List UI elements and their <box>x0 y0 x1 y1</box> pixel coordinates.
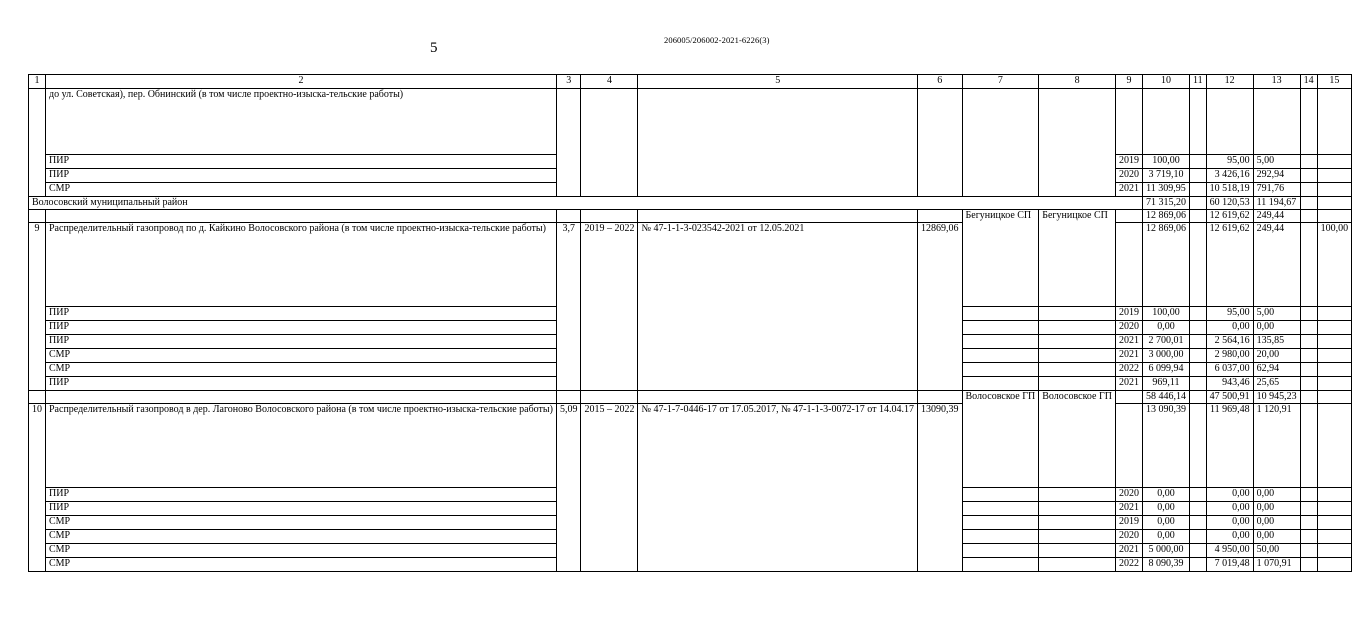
table-cell <box>1189 210 1206 223</box>
table-cell <box>1039 488 1116 502</box>
amount-total: 12 869,06 <box>1142 223 1189 307</box>
table-cell <box>962 558 1039 572</box>
settlement-total: 12 869,06 <box>1142 210 1189 223</box>
amount-local: 0,00 <box>1253 502 1300 516</box>
district-total: 71 315,20 <box>1142 197 1189 210</box>
period-cell: 2019 – 2022 <box>581 223 638 391</box>
table-cell <box>1317 363 1352 377</box>
document-code: 206005/206002-2021-6226(3) <box>664 35 770 45</box>
item-number: 9 <box>29 223 46 391</box>
year-cell: 2019 <box>1115 155 1142 169</box>
table-cell <box>1189 169 1206 183</box>
table-cell <box>1039 502 1116 516</box>
table-cell <box>1300 307 1317 321</box>
amount-total: 969,11 <box>1142 377 1189 391</box>
table-cell <box>46 391 557 404</box>
table-cell <box>1189 363 1206 377</box>
table-cell <box>1039 89 1116 197</box>
table-cell <box>1189 377 1206 391</box>
amount-local: 1 120,91 <box>1253 404 1300 488</box>
year-cell: 2021 <box>1115 183 1142 197</box>
year-cell: 2021 <box>1115 335 1142 349</box>
amount-local: 50,00 <box>1253 544 1300 558</box>
cost-cell: 13090,39 <box>918 404 963 572</box>
amount-local: 135,85 <box>1253 335 1300 349</box>
table-cell <box>1189 307 1206 321</box>
amount-regional: 0,00 <box>1206 488 1253 502</box>
amount-regional: 943,46 <box>1206 377 1253 391</box>
work-type: СМР <box>46 544 557 558</box>
amount-total: 3 719,10 <box>1142 169 1189 183</box>
column-header: 10 <box>1142 75 1189 89</box>
settlement-row <box>29 391 1352 404</box>
work-type: ПИР <box>46 155 557 169</box>
table-cell <box>1142 89 1189 155</box>
table-cell <box>1300 516 1317 530</box>
column-header: 9 <box>1115 75 1142 89</box>
work-type: СМР <box>46 363 557 377</box>
table-cell <box>1189 530 1206 544</box>
table-cell <box>1039 516 1116 530</box>
year-cell: 2020 <box>1115 530 1142 544</box>
table-cell <box>1317 89 1352 155</box>
column-header: 13 <box>1253 75 1300 89</box>
object-name: Распределительный газопровод по д. Кайкино Волосовского района (в том числе проектно-изыска-тельские работы) <box>46 223 557 307</box>
amount-regional: 0,00 <box>1206 321 1253 335</box>
amount-total: 0,00 <box>1142 321 1189 335</box>
table-cell <box>962 349 1039 363</box>
table-cell <box>1189 404 1206 488</box>
amount-local: 25,65 <box>1253 377 1300 391</box>
table-cell <box>1300 377 1317 391</box>
table-cell <box>1115 89 1142 155</box>
work-type: ПИР <box>46 377 557 391</box>
table-cell <box>556 391 581 404</box>
table-cell <box>1300 363 1317 377</box>
table-cell <box>1039 349 1116 363</box>
page-number: 5 <box>430 40 438 56</box>
table-cell <box>1189 197 1206 210</box>
permit-cell: № 47-1-1-3-023542-2021 от 12.05.2021 <box>638 223 918 391</box>
work-type: ПИР <box>46 335 557 349</box>
amount-regional: 6 037,00 <box>1206 363 1253 377</box>
table-cell <box>1300 169 1317 183</box>
settlement-name: Бегуницкое СП <box>962 210 1039 307</box>
table-cell <box>1300 335 1317 349</box>
table-cell <box>1317 488 1352 502</box>
table-cell <box>918 391 963 404</box>
table-cell <box>1317 321 1352 335</box>
amount-local: 62,94 <box>1253 363 1300 377</box>
table-cell <box>29 210 46 223</box>
continuation-name-row <box>29 89 1352 155</box>
table-cell <box>962 502 1039 516</box>
table-cell <box>962 89 1039 197</box>
table-cell <box>556 210 581 223</box>
amount-regional: 3 426,16 <box>1206 169 1253 183</box>
table-cell <box>1300 183 1317 197</box>
table-cell <box>962 307 1039 321</box>
settlement-name: Бегуницкое СП <box>1039 210 1116 307</box>
period-cell: 2015 – 2022 <box>581 404 638 572</box>
table-cell <box>1300 404 1317 488</box>
table-cell <box>1189 183 1206 197</box>
settlement-local: 249,44 <box>1253 210 1300 223</box>
table-cell <box>1317 183 1352 197</box>
amount-total: 11 309,95 <box>1142 183 1189 197</box>
table-cell <box>1189 502 1206 516</box>
table-cell <box>918 89 963 197</box>
header-row <box>29 75 1352 89</box>
table-cell <box>962 321 1039 335</box>
table-cell <box>1300 197 1317 210</box>
table-cell <box>1317 391 1352 404</box>
amount-total: 13 090,39 <box>1142 404 1189 488</box>
table-cell <box>1039 530 1116 544</box>
table-cell <box>1317 335 1352 349</box>
column-header: 15 <box>1317 75 1352 89</box>
district-local: 11 194,67 <box>1253 197 1300 210</box>
table-cell <box>1115 391 1142 404</box>
amount-regional: 12 619,62 <box>1206 223 1253 307</box>
object-name: Распределительный газопровод в дер. Лагоново Волосовского района (в том числе проектно-изыска-тельские работы) <box>46 404 557 488</box>
table-cell <box>1189 335 1206 349</box>
amount-local: 249,44 <box>1253 223 1300 307</box>
table-cell <box>1189 558 1206 572</box>
amount-regional: 4 950,00 <box>1206 544 1253 558</box>
year-cell: 2021 <box>1115 502 1142 516</box>
work-type: ПИР <box>46 321 557 335</box>
table-cell <box>581 210 638 223</box>
amount-regional: 95,00 <box>1206 155 1253 169</box>
table-cell <box>1317 404 1352 488</box>
work-type: ПИР <box>46 502 557 516</box>
amount-local: 0,00 <box>1253 516 1300 530</box>
table-cell <box>1189 349 1206 363</box>
table-cell <box>1317 349 1352 363</box>
settlement-regional: 47 500,91 <box>1206 391 1253 404</box>
table-cell <box>1317 197 1352 210</box>
column-header: 6 <box>918 75 963 89</box>
table-cell <box>1115 210 1142 223</box>
column-header: 7 <box>962 75 1039 89</box>
table-cell <box>1317 558 1352 572</box>
table-cell <box>1317 502 1352 516</box>
column-header: 14 <box>1300 75 1317 89</box>
amount-regional: 2 980,00 <box>1206 349 1253 363</box>
amount-total: 100,00 <box>1142 155 1189 169</box>
amount-local: 5,00 <box>1253 155 1300 169</box>
amount-local: 0,00 <box>1253 530 1300 544</box>
year-cell: 2021 <box>1115 349 1142 363</box>
table-cell <box>1253 89 1300 155</box>
column-header: 5 <box>638 75 918 89</box>
table-body <box>29 75 1352 572</box>
column-header: 12 <box>1206 75 1253 89</box>
permit-cell: № 47-1-7-0446-17 от 17.05.2017, № 47-1-1-3-0072-17 от 14.04.17 <box>638 404 918 572</box>
table-cell <box>1300 321 1317 335</box>
settlement-total: 58 446,14 <box>1142 391 1189 404</box>
table-cell <box>1300 349 1317 363</box>
table-cell <box>1039 321 1116 335</box>
amount-local: 791,76 <box>1253 183 1300 197</box>
amount-regional: 0,00 <box>1206 530 1253 544</box>
amount-regional: 10 518,19 <box>1206 183 1253 197</box>
work-type: СМР <box>46 349 557 363</box>
item-number: 10 <box>29 404 46 572</box>
work-type: ПИР <box>46 169 557 183</box>
column-header: 4 <box>581 75 638 89</box>
year-cell: 2022 <box>1115 558 1142 572</box>
work-type: ПИР <box>46 307 557 321</box>
settlement-name: Волосовское ГП <box>1039 391 1116 488</box>
table-cell <box>1317 155 1352 169</box>
year-cell: 2020 <box>1115 321 1142 335</box>
work-type: ПИР <box>46 488 557 502</box>
table-cell <box>29 391 46 404</box>
table-cell <box>638 210 918 223</box>
table-cell <box>1115 223 1142 307</box>
table-cell <box>1300 544 1317 558</box>
table-cell <box>1300 488 1317 502</box>
year-cell: 2021 <box>1115 377 1142 391</box>
year-cell: 2020 <box>1115 488 1142 502</box>
table-cell <box>1206 89 1253 155</box>
amount-total: 0,00 <box>1142 502 1189 516</box>
settlement-local: 10 945,23 <box>1253 391 1300 404</box>
column-header: 8 <box>1039 75 1116 89</box>
amount-total: 6 099,94 <box>1142 363 1189 377</box>
table-cell <box>1300 89 1317 155</box>
amount-regional: 11 969,48 <box>1206 404 1253 488</box>
amount-local: 1 070,91 <box>1253 558 1300 572</box>
table-cell <box>1317 516 1352 530</box>
length-cell: 5,09 <box>556 404 581 572</box>
table-cell <box>962 544 1039 558</box>
table-cell <box>1189 488 1206 502</box>
column-header: 2 <box>46 75 557 89</box>
amount-regional: 0,00 <box>1206 516 1253 530</box>
table-cell <box>1189 89 1206 155</box>
table-cell <box>1039 558 1116 572</box>
amount-total: 2 700,01 <box>1142 335 1189 349</box>
table-cell <box>1300 530 1317 544</box>
table-cell <box>962 530 1039 544</box>
table-cell <box>1039 544 1116 558</box>
amount-regional: 95,00 <box>1206 307 1253 321</box>
table-cell <box>1317 210 1352 223</box>
table-cell <box>962 335 1039 349</box>
table-cell <box>1300 155 1317 169</box>
table-cell <box>1300 391 1317 404</box>
district-row <box>29 197 1352 210</box>
table-cell <box>1189 321 1206 335</box>
amount-regional: 0,00 <box>1206 502 1253 516</box>
column-header: 1 <box>29 75 46 89</box>
year-cell: 2020 <box>1115 169 1142 183</box>
settlement-name: Волосовское ГП <box>962 391 1039 488</box>
table-cell <box>638 89 918 197</box>
table-cell <box>962 363 1039 377</box>
table-cell <box>556 89 581 197</box>
year-cell: 2021 <box>1115 544 1142 558</box>
column-header: 3 <box>556 75 581 89</box>
table-cell <box>1189 155 1206 169</box>
table-cell <box>1039 307 1116 321</box>
table-cell <box>1300 502 1317 516</box>
object-row <box>29 223 1352 307</box>
table-cell <box>1317 530 1352 544</box>
work-type: СМР <box>46 183 557 197</box>
amount-local: 0,00 <box>1253 488 1300 502</box>
table-cell <box>581 391 638 404</box>
table-cell <box>638 391 918 404</box>
table-cell <box>1317 544 1352 558</box>
program-table <box>28 74 1352 572</box>
settlement-regional: 12 619,62 <box>1206 210 1253 223</box>
district-label: Волосовский муниципальный район <box>29 197 1143 210</box>
year-cell: 2022 <box>1115 363 1142 377</box>
amount-total: 100,00 <box>1142 307 1189 321</box>
amount-local: 5,00 <box>1253 307 1300 321</box>
table-cell <box>1189 223 1206 307</box>
object-name: до ул. Советская), пер. Обнинский (в том числе проектно-изыска-тельские работы) <box>46 89 557 155</box>
table-cell <box>1300 223 1317 307</box>
work-type: СМР <box>46 516 557 530</box>
table-cell <box>1300 558 1317 572</box>
work-type: СМР <box>46 530 557 544</box>
object-row <box>29 404 1352 488</box>
amount-total: 3 000,00 <box>1142 349 1189 363</box>
amount-total: 0,00 <box>1142 530 1189 544</box>
column-header: 11 <box>1189 75 1206 89</box>
amount-regional: 7 019,48 <box>1206 558 1253 572</box>
table-cell <box>962 516 1039 530</box>
table-cell <box>1039 363 1116 377</box>
table-cell <box>29 89 46 197</box>
settlement-row <box>29 210 1352 223</box>
table-cell <box>1189 391 1206 404</box>
table-cell <box>1189 516 1206 530</box>
table-cell <box>1317 307 1352 321</box>
work-type: СМР <box>46 558 557 572</box>
table-cell <box>962 377 1039 391</box>
table-cell <box>581 89 638 197</box>
table-cell <box>1189 544 1206 558</box>
readiness-cell: 100,00 <box>1317 223 1352 307</box>
amount-local: 20,00 <box>1253 349 1300 363</box>
table-cell <box>962 488 1039 502</box>
table-cell <box>46 210 557 223</box>
year-cell: 2019 <box>1115 307 1142 321</box>
table-cell <box>1115 404 1142 488</box>
cost-cell: 12869,06 <box>918 223 963 391</box>
amount-local: 0,00 <box>1253 321 1300 335</box>
table-cell <box>1039 377 1116 391</box>
amount-regional: 2 564,16 <box>1206 335 1253 349</box>
table-cell <box>1317 169 1352 183</box>
amount-total: 8 090,39 <box>1142 558 1189 572</box>
table-cell <box>1317 377 1352 391</box>
district-regional: 60 120,53 <box>1206 197 1253 210</box>
amount-total: 0,00 <box>1142 488 1189 502</box>
amount-local: 292,94 <box>1253 169 1300 183</box>
table-cell <box>918 210 963 223</box>
year-cell: 2019 <box>1115 516 1142 530</box>
amount-total: 0,00 <box>1142 516 1189 530</box>
table-cell <box>1039 335 1116 349</box>
table-cell <box>1300 210 1317 223</box>
length-cell: 3,7 <box>556 223 581 391</box>
amount-total: 5 000,00 <box>1142 544 1189 558</box>
